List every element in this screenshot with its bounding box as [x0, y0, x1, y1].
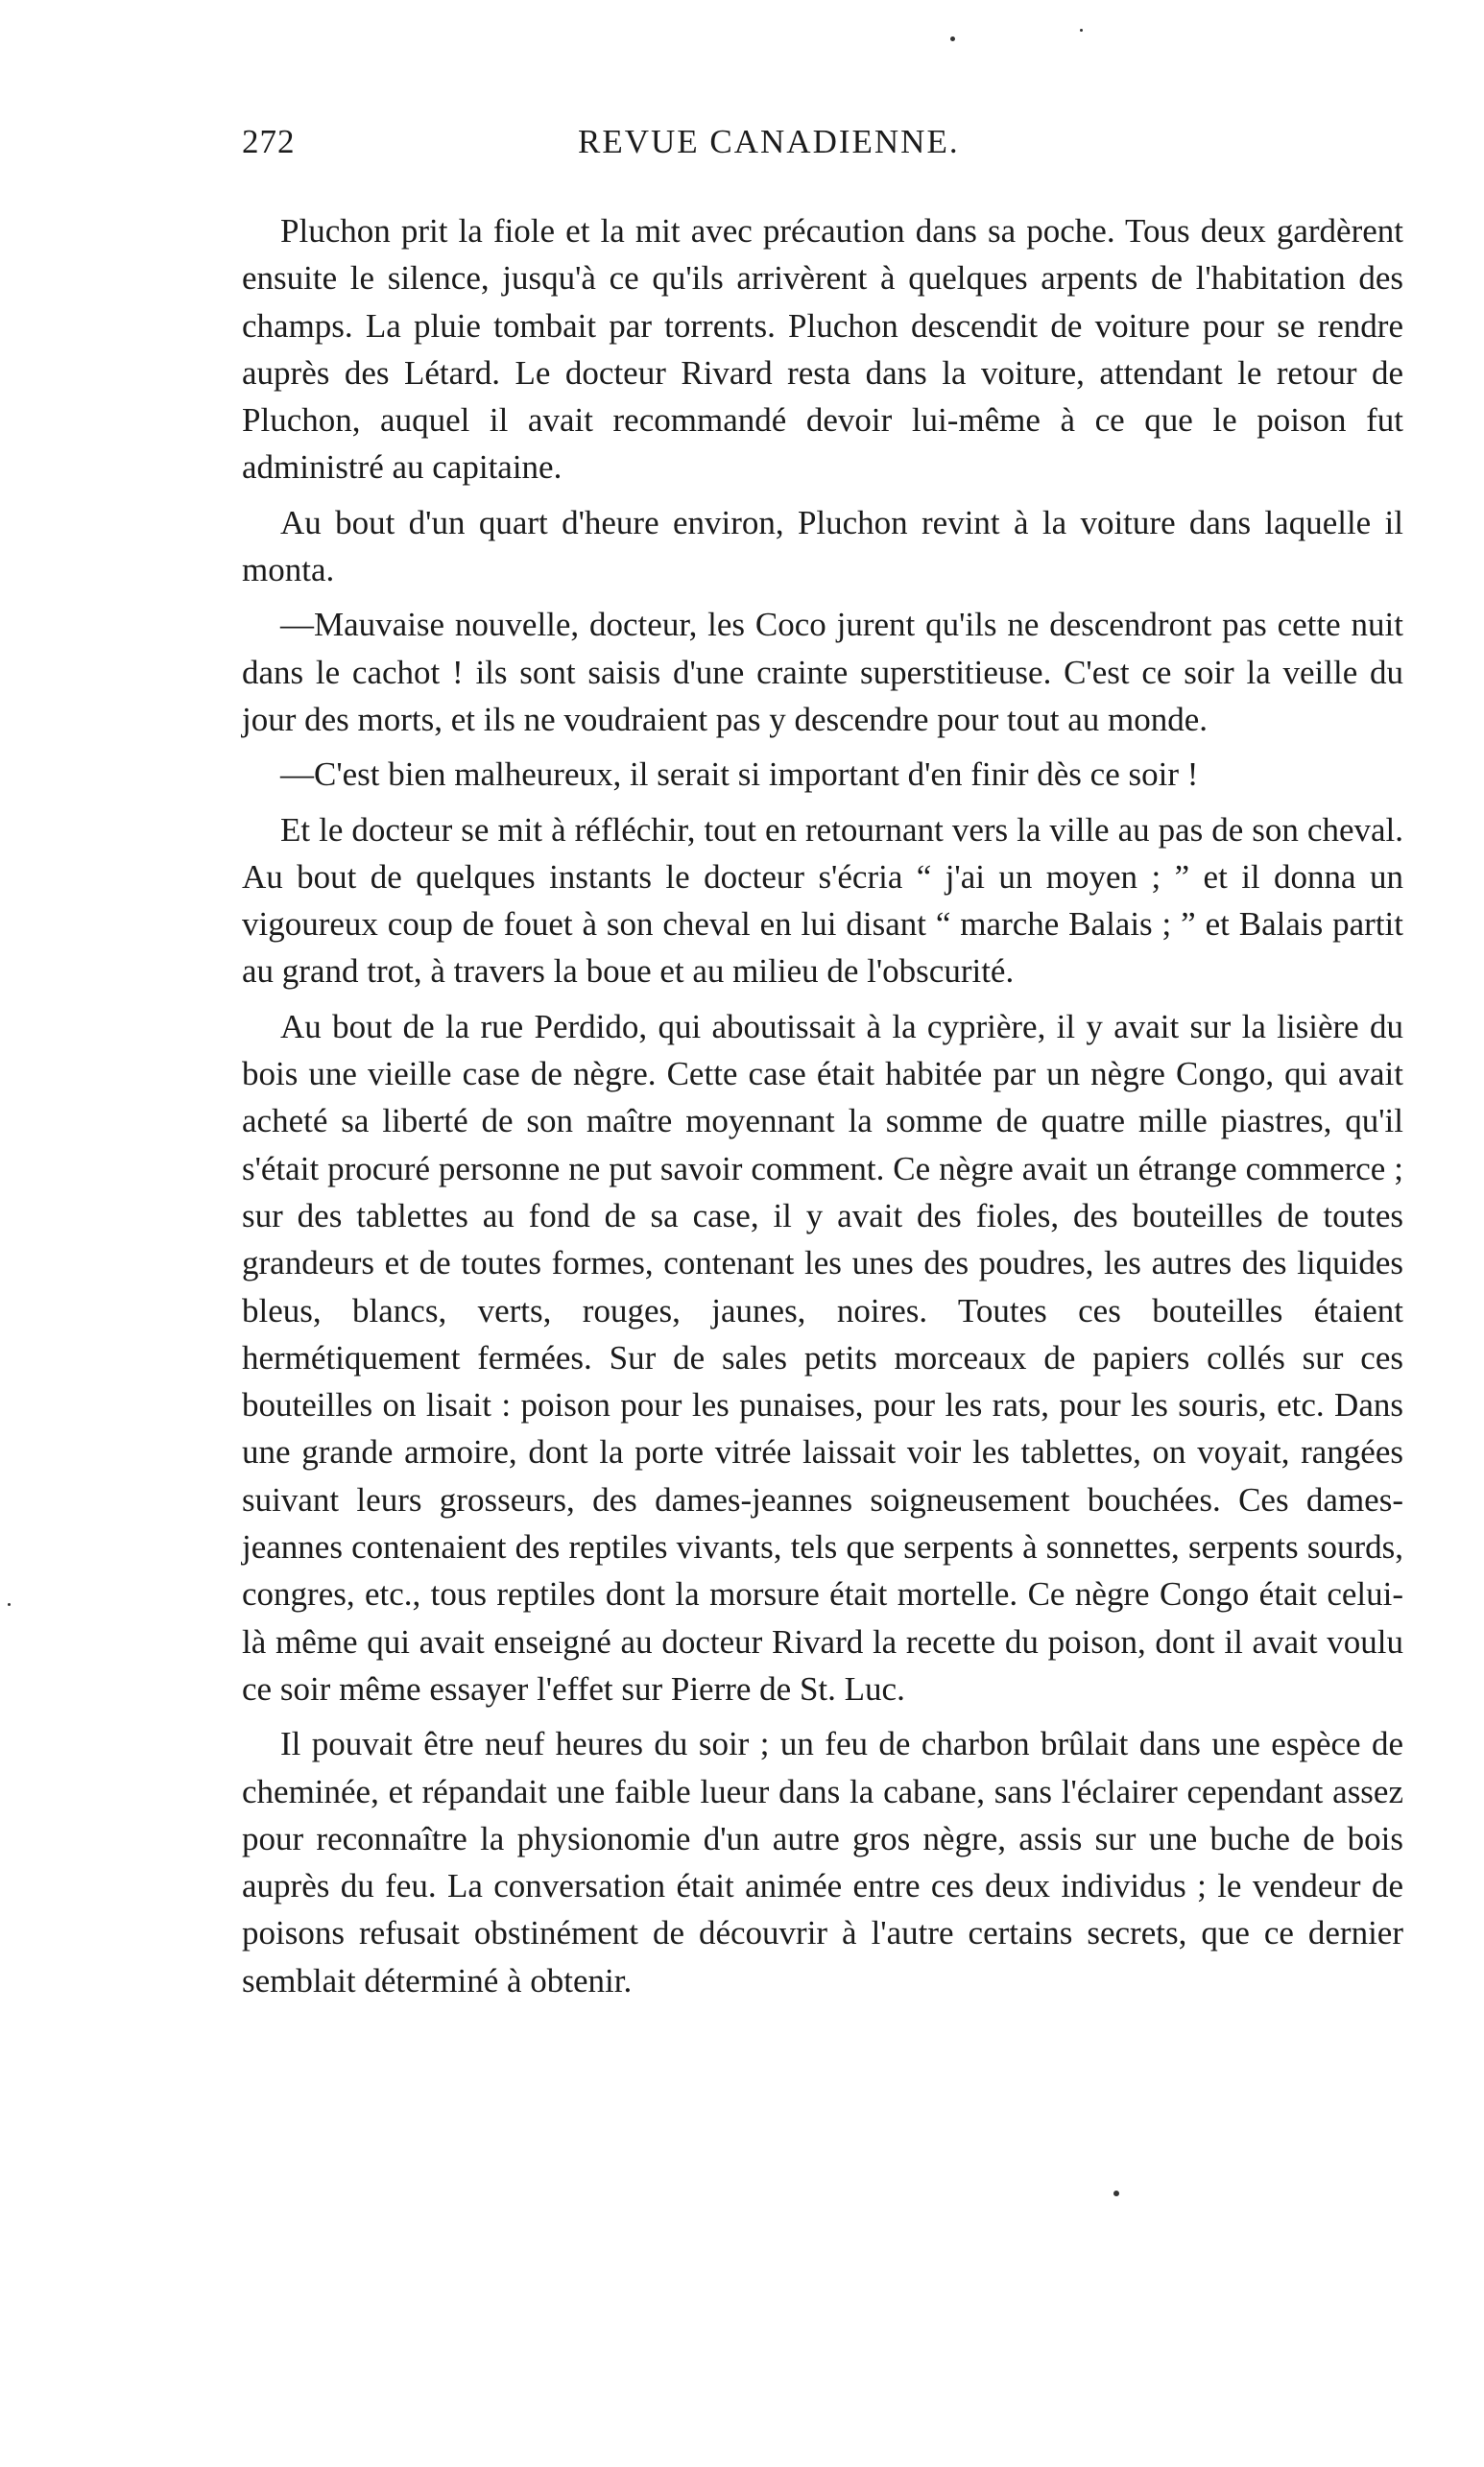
page-number: 272: [242, 123, 296, 160]
book-page: [242, 123, 1403, 2012]
paragraph: Et le docteur se mit à réfléchir, tout en retournant vers la ville au pas de son cheval. Au bout de quelques instants le docteur s'écria “ j'ai un moyen ; ” et il donna un vigoureux coup de fouet à son cheval en lui disant “ marche Balais ; ” et Balais partit au grand trot, à travers la boue et au milieu de l'obscurité.: [242, 810, 1403, 991]
paragraph: Il pouvait être neuf heures du soir ; un feu de charbon brûlait dans une espèce de cheminée, et répandait une faible lueur dans la cabane, sans l'éclairer cependant assez pour reconnaître la physionomie d'un autre gros nègre, assis sur une buche de bois auprès du feu. La conversation était animée entre ces deux individus ; le vendeur de poisons refusait obstinément de découvrir à l'autre certains secrets, que ce dernier semblait déterminé à obtenir.: [242, 1725, 1403, 2000]
paragraph: —Mauvaise nouvelle, docteur, les Coco jurent qu'ils ne descendront pas cette nuit dans le cachot ! ils sont saisis d'une crainte superstitieuse. C'est ce soir la veille du jour des morts, et ils ne voudraient pas y descendre pour tout au monde.: [242, 606, 1403, 738]
paragraph: Au bout de la rue Perdido, qui aboutissait à la cyprière, il y avait sur la lisière du bois une vieille case de nègre. Cette case était habitée par un nègre Congo, qui avait acheté sa liberté de son maître moyennant la somme de quatre mille piastres, qu'il s'était procuré personne ne put savoir comment. Ce nègre avait un étrange commerce ; sur des tablettes au fond de sa case, il y avait des fioles, des bouteilles de toutes grandeurs et de toutes formes, contenant les unes des poudres, les autres des liquides bleus, blancs, verts, rouges, jaunes, noires. Toutes ces bouteilles étaient hermétiquement fermées. Sur de sales petits morceaux de papiers collés sur ces bouteilles on lisait : poison pour les punaises, pour les rats, pour les souris, etc. Dans une grande armoire, dont la porte vitrée laissait voir les tablettes, on voyait, rangées suivant leurs grosseurs, des dames-jeannes soigneusement bouchées. Ces dames-jeannes contenaient des reptiles vivants, tels que serpents à sonnettes, serpents sourds, congres, etc., tous reptiles dont la morsure était mortelle. Ce nègre Congo était celui-là même qui avait enseigné au docteur Rivard la recette du poison, dont il avait voulu ce soir même essayer l'effet sur Pierre de St. Luc.: [242, 1007, 1403, 1708]
journal-title: REVUE CANADIENNE.: [578, 123, 960, 160]
scan-speck: [1113, 2191, 1119, 2196]
running-head: [242, 123, 1403, 171]
scan-speck: [1080, 29, 1083, 32]
paragraph: Pluchon prit la fiole et la mit avec précaution dans sa poche. Tous deux gardèrent ensuite le silence, jusqu'à ce qu'ils arrivèrent à quelques arpents de l'habitation des champs. La pluie tombait par torrents. Pluchon descendit de voiture pour se rendre auprès des Létard. Le docteur Rivard resta dans la voiture, attendant le retour de Pluchon, auquel il avait recommandé devoir lui-même à ce que le poison fut administré au capitaine.: [242, 212, 1403, 487]
scan-speck: [8, 1603, 11, 1606]
scan-speck: [950, 36, 955, 41]
body-text: [242, 207, 1403, 2004]
paragraph: Au bout d'un quart d'heure environ, Pluchon revint à la voiture dans laquelle il monta.: [242, 503, 1403, 589]
paragraph: —C'est bien malheureux, il serait si important d'en finir dès ce soir !: [280, 755, 1199, 794]
